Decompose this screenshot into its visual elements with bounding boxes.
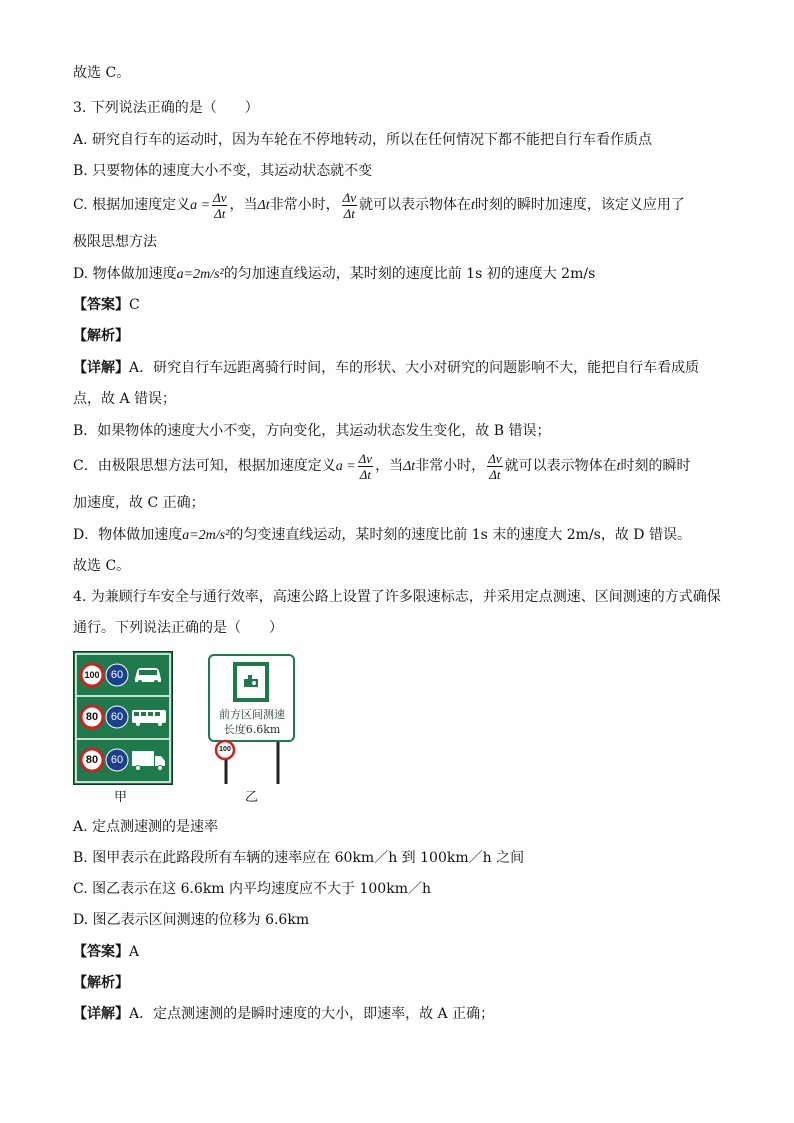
detail-tag: 【详解】	[73, 360, 129, 376]
option-4c: C. 图乙表示在这 6.6km 内平均速度应不大于 100km／h	[73, 881, 431, 897]
math-t: t	[471, 198, 475, 213]
detail-3b: B．如果物体的速度大小不变，方向变化，其运动状态发生变化，故 B 错误；	[73, 423, 551, 439]
fraction-dv-dt	[487, 451, 502, 482]
speed-limit-min: 60	[110, 711, 124, 723]
text-segment: 的匀变速直线运动，某时刻的速度比前 1s 末的速度大 2m/s，故 D 错误。	[229, 527, 691, 543]
fraction-denominator: Δt	[359, 466, 371, 482]
question-4: 4. 为兼顾行车安全与通行效率，高速公路上设置了许多限速标志，并采用定点测速、区间测速的方式确保	[73, 589, 721, 605]
fraction-dv-dt	[212, 190, 227, 221]
math-dt: Δt	[403, 459, 416, 474]
text-segment: D．物体做加速度	[73, 527, 183, 543]
answer-4	[73, 942, 139, 962]
fraction-dv-dt	[342, 190, 357, 221]
text-segment: 就可以表示物体在	[359, 197, 471, 213]
detail-3c-cont: 加速度，故 C 正确；	[73, 495, 205, 511]
sign-yi-text-2: 长度6.6km	[223, 723, 281, 736]
text-segment: ，当	[375, 458, 404, 474]
text-segment: ，当	[229, 197, 258, 213]
text-line: 故选 C。	[73, 558, 131, 574]
math-dt: Δt	[257, 198, 270, 213]
text-segment: 时刻的瞬时加速度，该定义应用了	[474, 197, 685, 213]
text-segment: 的匀加速直线运动，某时刻的速度比前 1s 初的速度大 2m/s	[223, 266, 596, 282]
answer-3	[73, 295, 140, 315]
math-accel: a=2m/s²	[182, 528, 230, 543]
answer-value: A	[129, 944, 140, 960]
option-4a: A. 定点测速测的是速率	[73, 819, 219, 835]
text-segment: A．研究自行车远距离骑行时间，车的形状、大小对研究的问题影响不大，能把自行车看成质	[129, 360, 700, 376]
fraction-numerator: Δv	[488, 450, 502, 466]
fraction-numerator: Δv	[213, 189, 227, 205]
text-segment: 非常小时，	[415, 458, 486, 474]
option-3b: B. 只要物体的速度大小不变，其运动状态就不变	[73, 163, 373, 179]
question-4-cont: 通行。下列说法正确的是（ ）	[73, 620, 283, 636]
text-segment: 时刻的瞬时	[620, 458, 691, 474]
fraction-denominator: Δt	[343, 205, 355, 221]
car-icon	[135, 668, 161, 684]
detail-3a-cont: 点，故 A 错误；	[73, 391, 177, 407]
sign-yi-speed-limit: 100	[219, 746, 231, 753]
text-segment: A．定点测速测的是瞬时速度的大小，即速率，故 A 正确；	[129, 1006, 495, 1022]
math-a-eq: a =	[190, 198, 211, 213]
fraction-dv-dt	[358, 451, 373, 482]
detail-tag: 【详解】	[73, 1006, 129, 1022]
option-4b: B. 图甲表示在此路段所有车辆的速率应在 60km／h 到 100km／h 之间	[73, 850, 525, 866]
speed-limit-max: 80	[85, 711, 99, 723]
detail-3c	[73, 450, 690, 483]
math-t: t	[616, 459, 621, 474]
speed-limit-min: 60	[110, 754, 124, 766]
option-4d: D. 图乙表示区间测速的位移为 6.6km	[73, 912, 310, 928]
text-segment: D. 物体做加速度	[73, 266, 177, 282]
analysis-tag-3: 【解析】	[73, 328, 129, 344]
text-segment: 非常小时，	[269, 197, 340, 213]
option-3c-cont: 极限思想方法	[73, 234, 157, 250]
answer-value: C	[129, 297, 140, 313]
fraction-numerator: Δv	[342, 189, 356, 205]
sign-yi-text-1: 前方区间测速	[219, 708, 285, 721]
detail-3a	[73, 358, 699, 378]
answer-tag: 【答案】	[73, 297, 129, 313]
analysis-tag-4: 【解析】	[73, 975, 129, 991]
speed-limit-max: 80	[85, 754, 99, 766]
fraction-denominator: Δt	[489, 466, 501, 482]
text-segment: 就可以表示物体在	[504, 458, 617, 474]
option-3a: A. 研究自行车的运动时，因为车轮在不停地转动，所以在任何情况下都不能把自行车看作质点	[73, 132, 653, 148]
figure-label-jia: 甲	[114, 790, 128, 805]
math-accel: a=2m/s²	[176, 267, 224, 282]
fraction-denominator: Δt	[214, 205, 226, 221]
detail-4a	[73, 1004, 494, 1024]
speed-limit-min: 60	[110, 669, 124, 681]
detail-3d	[73, 525, 691, 546]
text-segment: C. 根据加速度定义	[73, 197, 191, 213]
math-a-eq: a =	[335, 459, 356, 474]
text-line: 故选 C。	[73, 65, 131, 81]
answer-tag: 【答案】	[73, 944, 129, 960]
question-3: 3. 下列说法正确的是（ ）	[73, 100, 259, 116]
speed-limit-max: 100	[84, 670, 100, 680]
text-segment: C．由极限思想方法可知，根据加速度定义	[73, 458, 336, 474]
option-3d	[73, 264, 595, 285]
option-3c	[73, 189, 685, 222]
figure-label-yi: 乙	[245, 790, 259, 805]
fraction-numerator: Δv	[358, 450, 373, 466]
